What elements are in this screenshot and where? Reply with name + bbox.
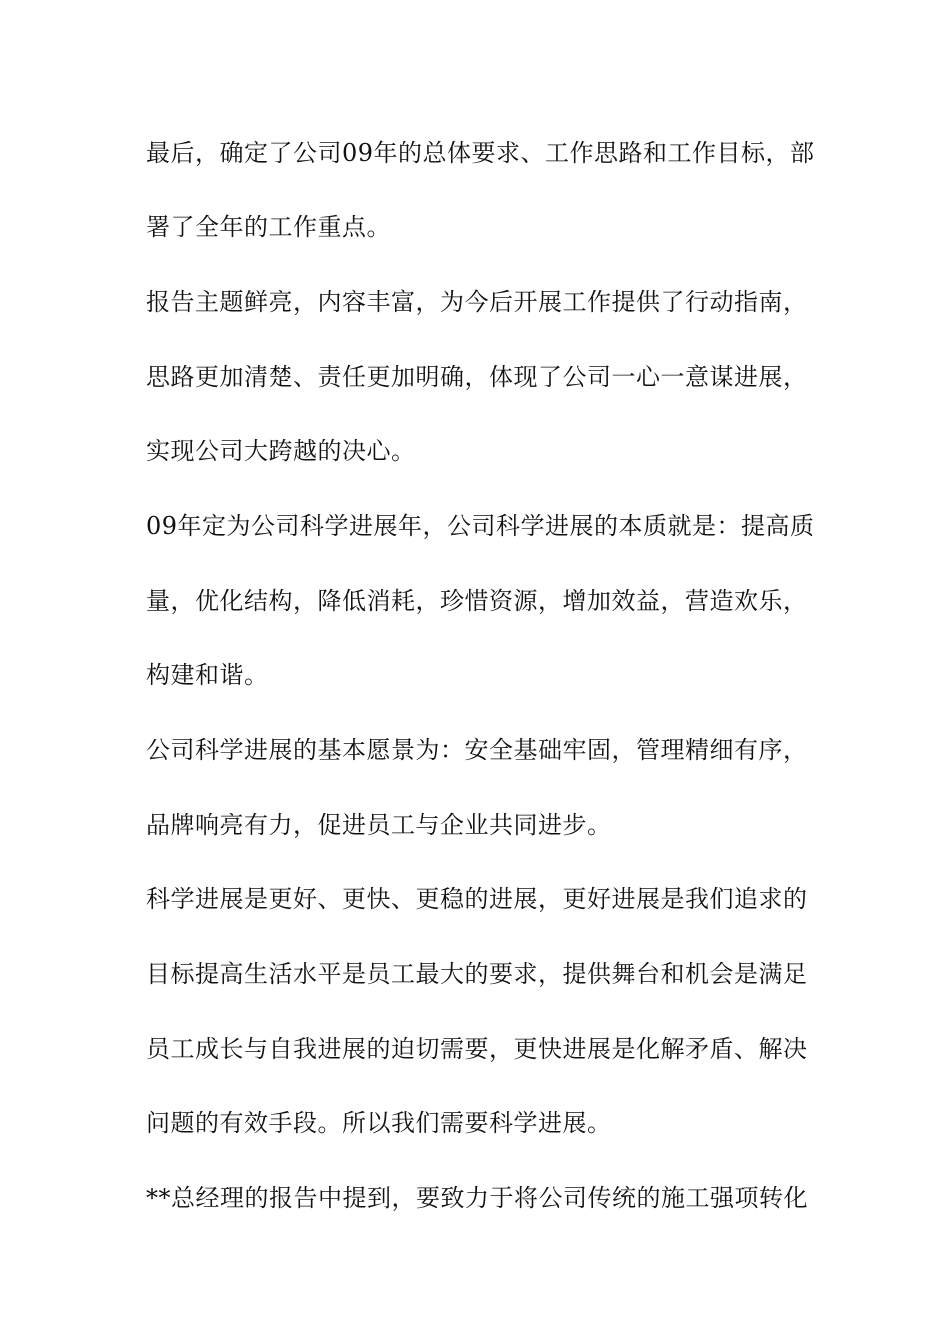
text-line: 品牌响亮有力，促进员工与企业共同进步。	[146, 811, 612, 839]
text-line: 目标提高生活水平是员工最大的要求，提供舞台和机会是满足	[146, 960, 808, 988]
text-line: 公司科学进展的基本愿景为：安全基础牢固，管理精细有序，	[146, 736, 808, 764]
text-line: 署了全年的工作重点。	[146, 213, 391, 241]
text-line: 报告主题鲜亮，内容丰富，为今后开展工作提供了行动指南，	[146, 288, 808, 316]
text-line: 量，优化结构，降低消耗，珍惜资源，增加效益，营造欢乐，	[146, 587, 808, 615]
text-line: **总经理的报告中提到，要致力于将公司传统的施工强项转化	[146, 1184, 808, 1212]
text-line: 实现公司大跨越的决心。	[146, 437, 416, 465]
text-line: 09年定为公司科学进展年，公司科学进展的本质就是：提高质	[146, 512, 815, 540]
text-line: 思路更加清楚、责任更加明确，体现了公司一心一意谋进展，	[146, 363, 808, 391]
text-line: 问题的有效手段。所以我们需要科学进展。	[146, 1109, 612, 1137]
text-line: 最后，确定了公司09年的总体要求、工作思路和工作目标，部	[146, 139, 815, 167]
text-line: 员工成长与自我进展的迫切需要，更快进展是化解矛盾、解决	[146, 1035, 808, 1063]
text-line: 科学进展是更好、更快、更稳的进展，更好进展是我们追求的	[146, 885, 808, 913]
text-line: 构建和谐。	[146, 661, 269, 689]
